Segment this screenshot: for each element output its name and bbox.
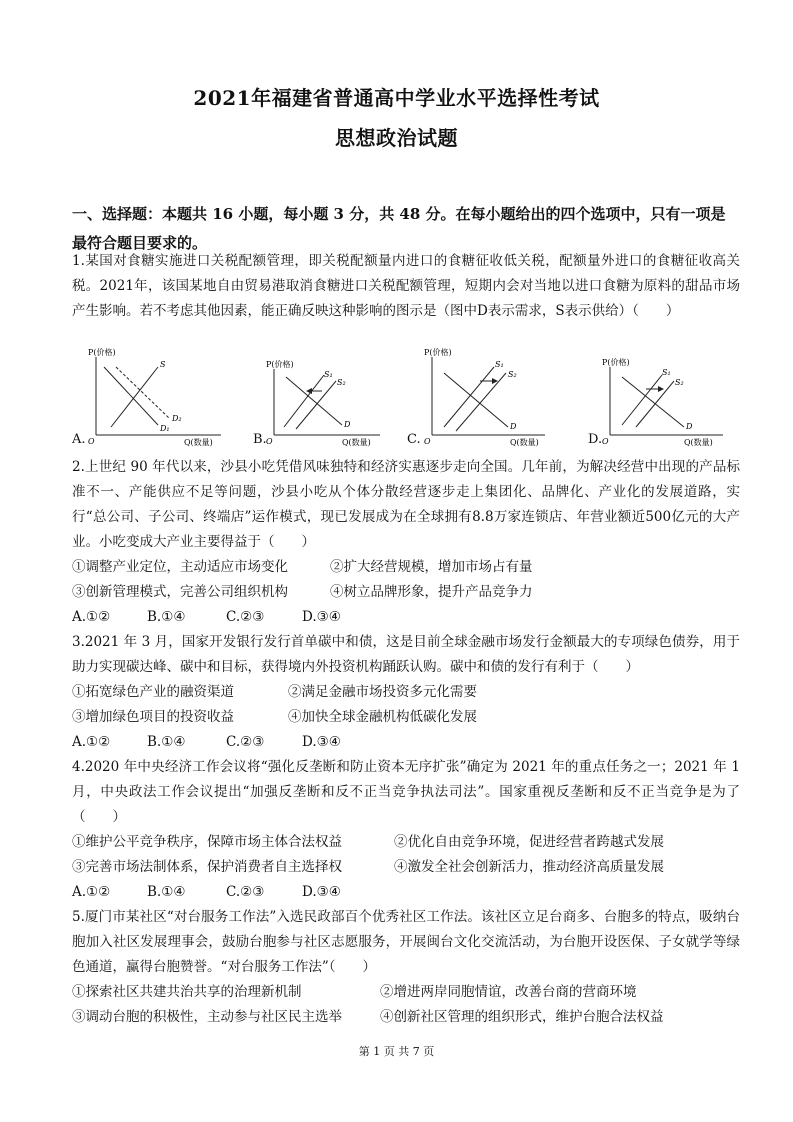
q5-option-3: ③调动台胞的积极性，主动参与社区民主选举 xyxy=(72,1009,342,1025)
q4-choice-c: C.②③ xyxy=(226,884,265,900)
graph-a-s-label: S xyxy=(160,360,166,369)
exam-title: 2021年福建省普通高中学业水平选择性考试 xyxy=(193,86,600,110)
graph-b-s2-label: S₂ xyxy=(337,378,346,387)
graph-b-s1-label: S₁ xyxy=(324,370,333,379)
q4-option-3: ③完善市场法制体系，保护消费者自主选择权 xyxy=(72,859,342,875)
question-4-options-row2 xyxy=(72,855,740,880)
graph-b xyxy=(262,347,392,452)
graph-d xyxy=(598,347,728,452)
question-4-stem: 4.2020 年中央经济工作会议将“强化反垄断和防止资本无序扩张”确定为 2021 年的重点任务之一；2021 年 1 月，中央政法工作会议提出“加强反垄断和反不正当竞争执法司法”。国家重视反垄断和反不正当竞争是为了（ ） xyxy=(72,759,740,825)
graph-a-demand1-line xyxy=(104,367,158,425)
q5-option-1: ①探索社区共建共治共享的治理新机制 xyxy=(72,984,302,1000)
graph-c-q-label: Q(数量) xyxy=(510,438,539,447)
graph-c-option: C. xyxy=(407,432,421,447)
graph-d-supply1-line xyxy=(622,375,662,425)
question-5-options-row2 xyxy=(72,1005,740,1030)
page-number: 第 1 页 共 7 页 xyxy=(358,1045,435,1058)
q4-option-1: ①维护公平竞争秩序，保障市场主体合法权益 xyxy=(72,834,342,850)
q3-option-3: ③增加绿色项目的投资收益 xyxy=(72,709,234,725)
q2-choice-b: B.①④ xyxy=(147,609,186,625)
question-4-options-row1 xyxy=(72,830,740,855)
graph-d-option: D. xyxy=(588,432,603,447)
q3-choice-a: A.①② xyxy=(72,734,111,750)
graph-c-p-label: P(价格) xyxy=(424,348,452,357)
question-3-stem: 3.2021 年 3 月，国家开发银行发行首单碳中和债，这是目前全球金融市场发行金额最大的专项绿色债券，用于助力实现碳达峰、碳中和目标，获得境内外投资机构踊跃认购。碳中和债的发行有利于（ ） xyxy=(72,634,740,675)
question-2-stem: 2.上世纪 90 年代以来，沙县小吃凭借风味独特和经济实惠逐步走向全国。几年前，为解决经营中出现的产品标准不一、产能供应不足等问题，沙县小吃从个体分散经营逐步走上集团化、品牌化、产业化的发展道路，实行“总公司、子公司、终端店”运作模式，现已发展成为在全球拥有8.8万家连锁店、年营业额近500亿元的大产业。小吃变成大产业主要得益于（ ） xyxy=(72,459,740,550)
graph-a-q-label: Q(数量) xyxy=(184,438,213,447)
question-3-choices xyxy=(72,730,740,755)
graph-b-q-label: Q(数量) xyxy=(342,438,371,447)
graph-c-s1-label: S₁ xyxy=(495,360,504,369)
question-2-choices xyxy=(72,605,740,630)
graph-d-s1-label: S₁ xyxy=(662,368,671,377)
q4-option-4: ④激发全社会创新活力，推动经济高质量发展 xyxy=(394,859,664,875)
q2-choice-d: D.③④ xyxy=(302,609,341,625)
question-2-options-row1 xyxy=(72,555,740,580)
graph-d-s2-label: S₂ xyxy=(675,378,684,387)
graph-a-d2-label: D₂ xyxy=(172,414,182,423)
q4-option-2: ②优化自由竞争环境，促进经营者跨越式发展 xyxy=(394,834,664,850)
q2-option-4: ④树立品牌形象，提升产品竞争力 xyxy=(330,584,533,600)
question-5-options-row1 xyxy=(72,980,740,1005)
q2-choice-c: C.②③ xyxy=(226,609,265,625)
graph-b-d-label: D xyxy=(344,420,351,429)
q3-option-1: ①拓宽绿色产业的融资渠道 xyxy=(72,684,234,700)
q2-choice-a: A.①② xyxy=(72,609,111,625)
q2-option-3: ③创新管理模式，完善公司组织机构 xyxy=(72,584,288,600)
question-1-stem: 1.某国对食糖实施进口关税配额管理，即关税配额量内进口的食糖征收低关税，配额量外进口的食糖征收高关税。2021年，该国某地自由贸易港取消食糖进口关税配额管理，短期内会对当地以进口食糖为原料的甜品市场产生影响。若不考虑其他因素，能正确反映这种影响的图示是（图中D表示需求，S表示供给）（ ） xyxy=(72,253,740,319)
q3-option-4: ④加快全球金融机构低碳化发展 xyxy=(288,709,477,725)
graph-d-p-label: P(价格) xyxy=(602,358,630,367)
q3-choice-c: C.②③ xyxy=(226,734,265,750)
graph-a xyxy=(86,347,226,452)
q3-option-2: ②满足金融市场投资多元化需要 xyxy=(288,684,477,700)
q5-option-4: ④创新社区管理的组织形式，维护台胞合法权益 xyxy=(380,1009,664,1025)
question-4-choices xyxy=(72,880,740,905)
question-3-options-row1 xyxy=(72,680,740,705)
graph-d-q-label: Q(数量) xyxy=(684,438,713,447)
graph-d-d-label: D xyxy=(686,422,693,431)
graph-c-s2-label: S₂ xyxy=(508,370,517,379)
graph-c xyxy=(420,347,550,452)
graph-a-option: A. xyxy=(72,432,86,447)
graph-b-option: B. xyxy=(253,432,267,447)
q5-option-2: ②增进两岸同胞情谊，改善台商的营商环境 xyxy=(380,984,637,1000)
exam-subtitle: 思想政治试题 xyxy=(335,126,458,150)
svg-text:O: O xyxy=(602,437,609,446)
graph-c-supply2-line xyxy=(456,373,506,431)
q4-choice-b: B.①④ xyxy=(147,884,186,900)
graph-c-supply1-line xyxy=(444,367,494,427)
q3-choice-d: D.③④ xyxy=(302,734,341,750)
section-heading: 一、选择题：本题共 16 小题，每小题 3 分，共 48 分。在每小题给出的四个选项中，只有一项是最符合题目要求的。 xyxy=(72,205,726,252)
svg-text:O: O xyxy=(88,437,95,446)
question-5-stem: 5.厦门市某社区“对台服务工作法”入选民政部百个优秀社区工作法。该社区立足台商多、台胞多的特点，吸纳台胞加入社区发展理事会，鼓励台胞参与社区志愿服务，开展闽台文化交流活动，为台胞开设医保、子女就学等绿色通道，赢得台胞赞誉。“对台服务工作法”（ ） xyxy=(72,909,740,975)
q2-option-2: ②扩大经营规模，增加市场占有量 xyxy=(330,559,533,575)
svg-text:O: O xyxy=(424,437,431,446)
question-2-options-row2 xyxy=(72,580,740,605)
graph-c-d-label: D xyxy=(510,422,517,431)
svg-text:O: O xyxy=(266,437,273,446)
graph-a-d1-label: D₁ xyxy=(160,424,170,433)
graph-a-p-label: P(价格) xyxy=(88,348,116,357)
q2-option-1: ①调整产业定位，主动适应市场变化 xyxy=(72,559,288,575)
question-3-options-row2 xyxy=(72,705,740,730)
graph-b-p-label: P(价格) xyxy=(266,360,294,369)
q4-choice-a: A.①② xyxy=(72,884,111,900)
graph-b-supply2-line xyxy=(296,381,336,429)
graph-a-demand2-line xyxy=(116,367,170,419)
q4-choice-d: D.③④ xyxy=(302,884,341,900)
q3-choice-b: B.①④ xyxy=(147,734,186,750)
